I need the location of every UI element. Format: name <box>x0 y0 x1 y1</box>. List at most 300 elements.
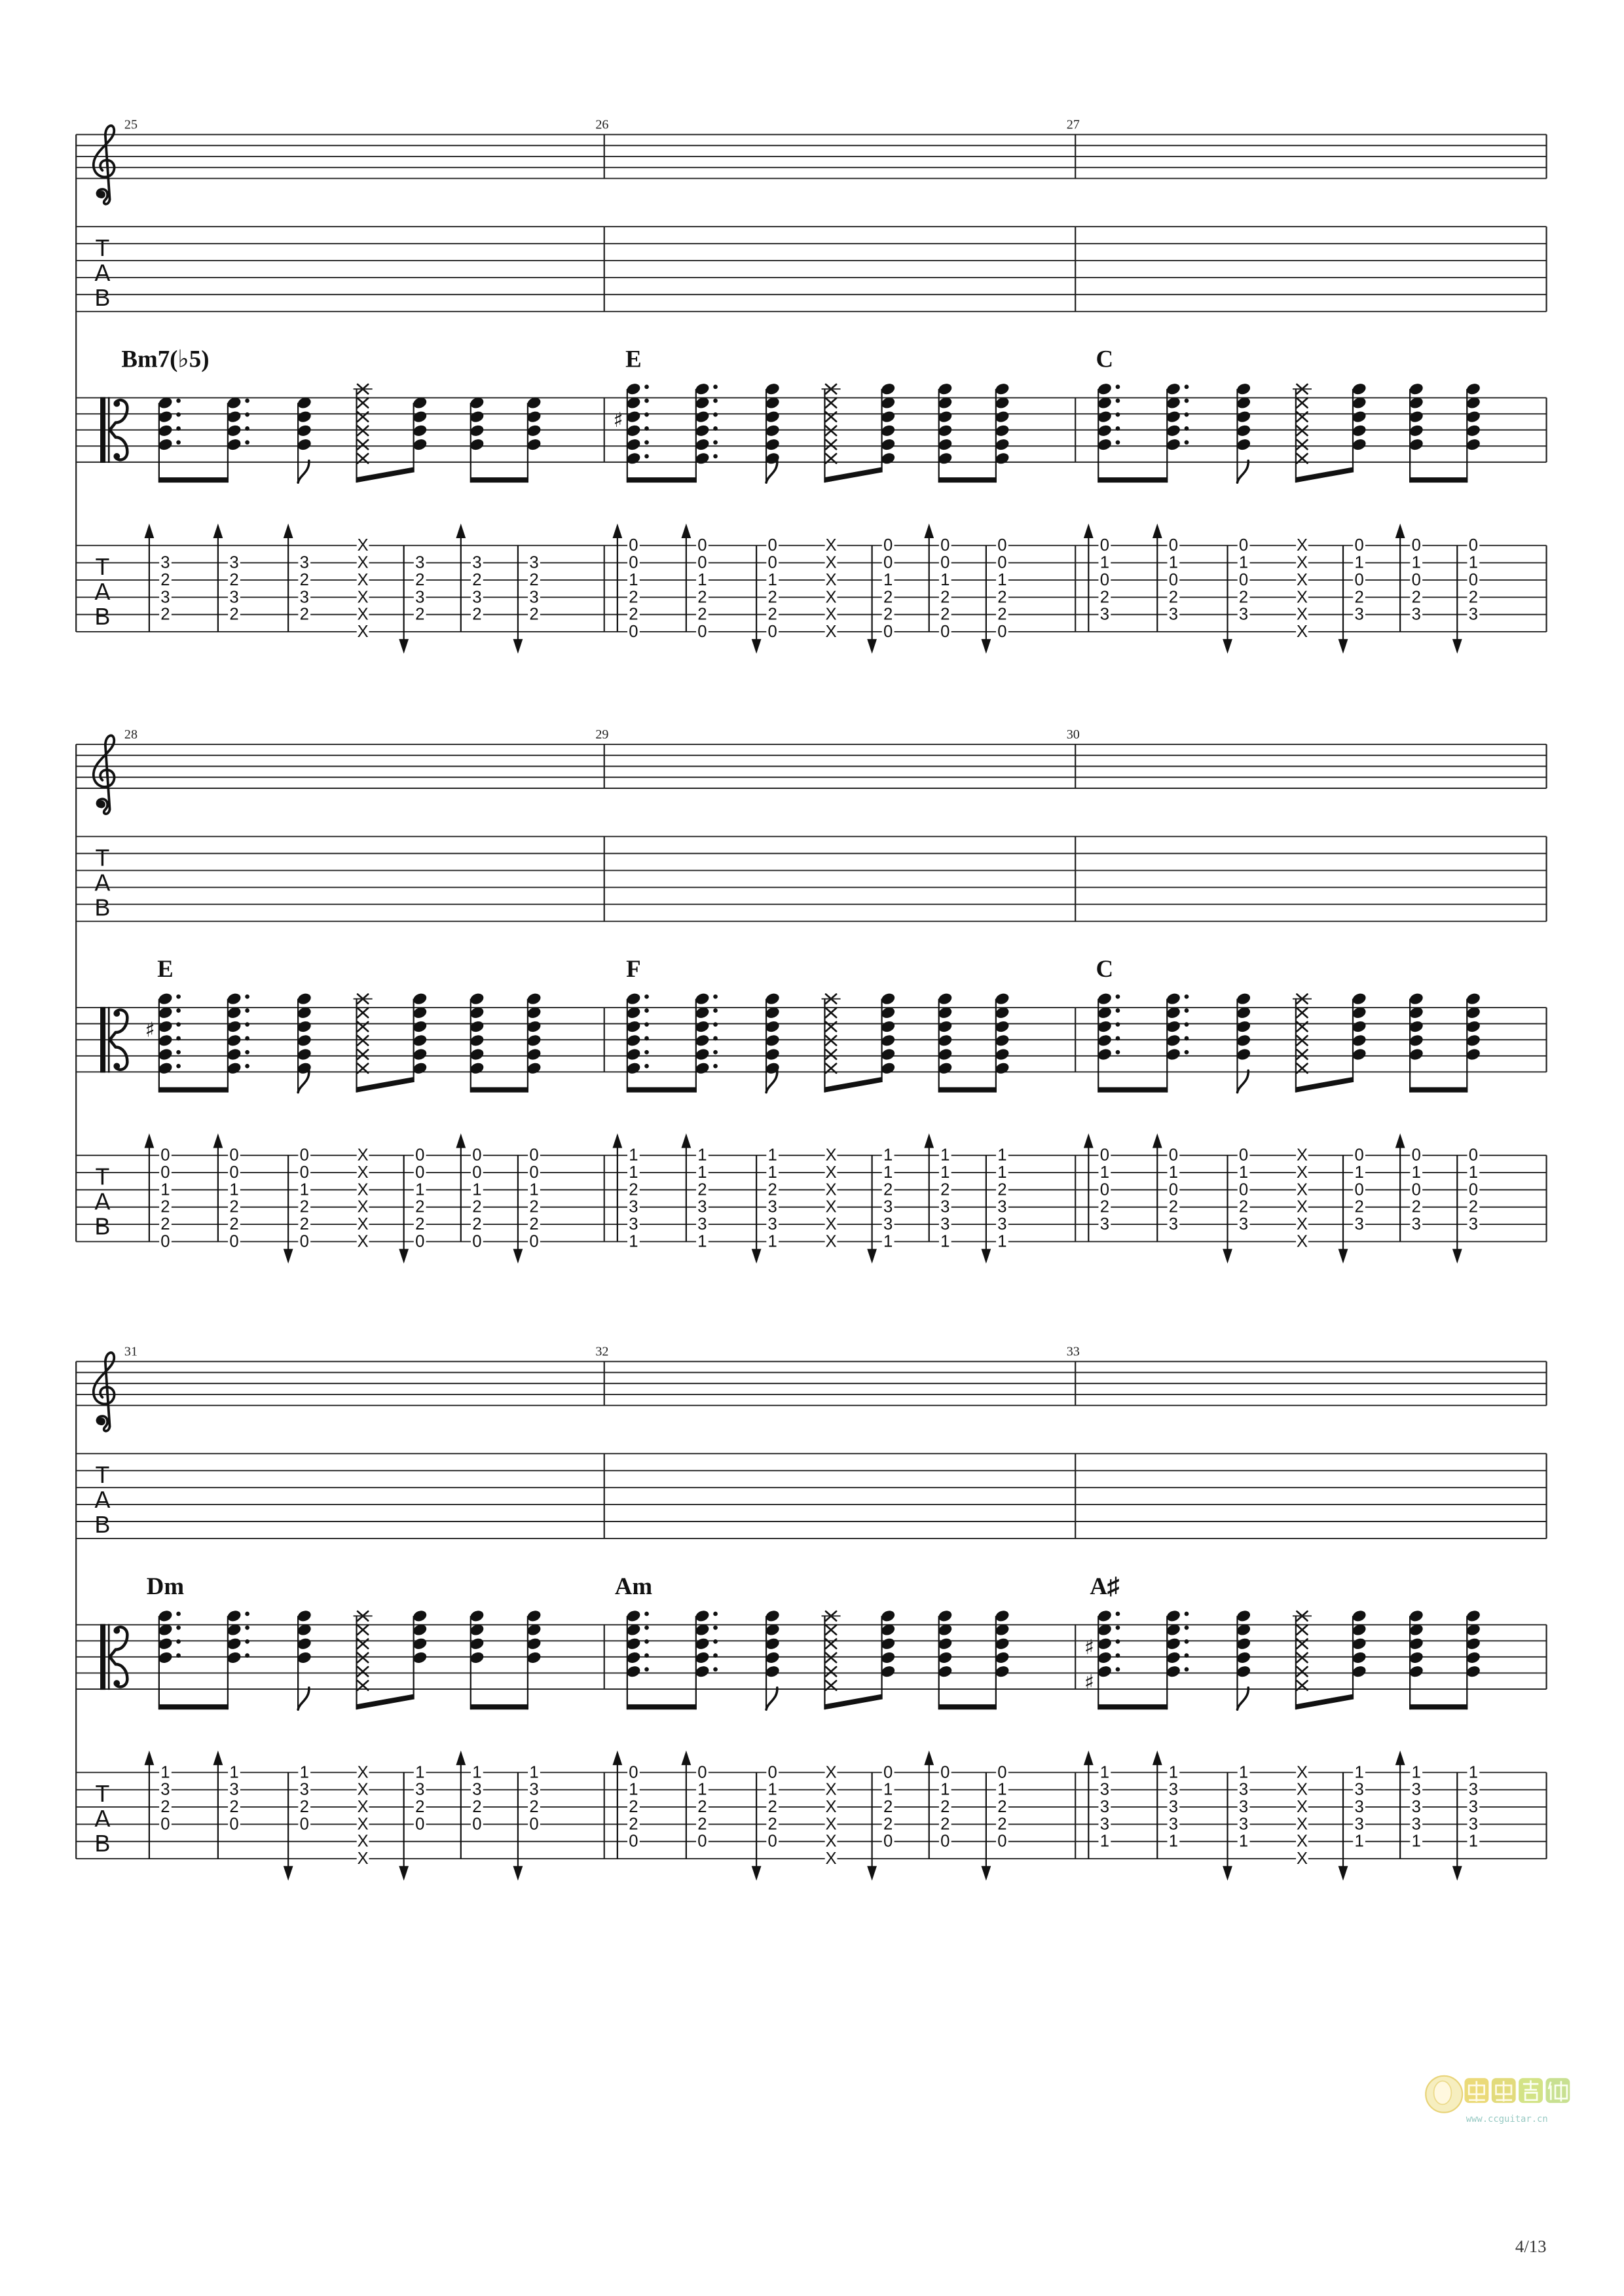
fret-number: 3 <box>1099 1798 1109 1817</box>
muted-string-mark: X <box>825 588 837 607</box>
fret-number: 0 <box>767 553 777 572</box>
fret-number: 3 <box>229 553 239 572</box>
muted-string-mark: X <box>825 553 837 572</box>
beam <box>1098 477 1167 483</box>
augmentation-dot <box>713 440 718 445</box>
muted-string-mark: X <box>825 1832 837 1851</box>
fret-number: 2 <box>529 570 539 589</box>
fret-number: 3 <box>940 1197 950 1216</box>
augmentation-dot <box>644 994 649 999</box>
fret-number: 2 <box>229 1197 239 1216</box>
fret-number: 1 <box>883 1163 893 1182</box>
fret-number: 2 <box>229 1215 239 1234</box>
chord-name: E <box>625 345 642 373</box>
tab-label-letter: B <box>94 603 111 630</box>
augmentation-dot <box>713 1008 718 1013</box>
fret-number: 3 <box>940 1215 950 1234</box>
fret-number: 1 <box>767 1146 777 1165</box>
tab-column <box>766 1763 779 1850</box>
fret-number: 2 <box>940 605 950 624</box>
fret-number: 3 <box>160 553 170 572</box>
tab-column <box>1238 536 1250 623</box>
fret-number: 1 <box>1238 1832 1249 1851</box>
sharp-sign: ♯ <box>1084 1670 1094 1694</box>
fret-number: 0 <box>229 1146 239 1165</box>
augmentation-dot <box>245 412 249 417</box>
tab-column <box>228 554 240 624</box>
fret-number: 1 <box>1354 1163 1364 1182</box>
augmentation-dot <box>1185 1667 1189 1671</box>
beam <box>1410 1704 1467 1709</box>
fret-number: 0 <box>1099 536 1109 555</box>
augmentation-dot <box>1185 1626 1189 1630</box>
fret-number: 2 <box>472 1197 482 1216</box>
fret-number: 2 <box>629 605 638 624</box>
fret-number: 1 <box>1354 1763 1364 1782</box>
fret-number: 0 <box>629 536 638 555</box>
treble-clef-dot <box>98 191 105 198</box>
fret-number: 3 <box>529 588 539 607</box>
tab-column <box>159 1763 172 1833</box>
fret-number: 3 <box>529 553 539 572</box>
fret-number: 1 <box>629 1232 638 1251</box>
fret-number: 3 <box>629 1197 638 1216</box>
augmentation-dot <box>644 454 649 459</box>
fret-number: 0 <box>629 553 638 572</box>
augmentation-dot <box>644 1050 649 1055</box>
fret-number: 2 <box>415 1215 425 1234</box>
fret-number: 0 <box>767 1832 777 1851</box>
muted-string-mark: X <box>1296 1146 1308 1165</box>
beam <box>939 1704 996 1709</box>
tab-column <box>1467 1763 1479 1850</box>
fret-number: 0 <box>1168 1180 1179 1199</box>
tab-label-letter: B <box>94 1830 111 1857</box>
tab-column <box>1467 1146 1479 1233</box>
fret-number: 0 <box>883 622 893 641</box>
fret-number: 0 <box>997 622 1007 641</box>
muted-string-mark: X <box>357 1780 369 1799</box>
fret-number: 1 <box>1354 1832 1364 1851</box>
fret-number: 3 <box>1238 1780 1249 1799</box>
logo-pick-icon <box>1434 2081 1452 2105</box>
fret-number: 2 <box>697 1798 707 1817</box>
fret-number: 3 <box>1354 1798 1364 1817</box>
fret-number: 2 <box>697 1815 707 1834</box>
tab-label-letter: T <box>95 553 110 580</box>
muted-string-mark: X <box>357 1180 369 1199</box>
tab-label-letter: A <box>94 869 111 896</box>
fret-number: 3 <box>299 553 309 572</box>
fret-number: 0 <box>1468 570 1479 589</box>
fret-number: 0 <box>940 1832 950 1851</box>
fret-number: 0 <box>883 1832 893 1851</box>
fret-number: 2 <box>997 1815 1007 1834</box>
fret-number: 2 <box>529 1215 539 1234</box>
beam <box>471 477 528 483</box>
fret-number: 2 <box>299 605 309 624</box>
fret-number: 2 <box>415 1197 425 1216</box>
tab-column <box>357 1763 369 1868</box>
augmentation-dot <box>176 426 181 431</box>
augmentation-dot <box>176 1008 181 1013</box>
fret-number: 1 <box>940 570 950 589</box>
tab-column <box>1098 1763 1111 1850</box>
augmentation-dot <box>713 1626 718 1630</box>
fret-number: 2 <box>160 1197 170 1216</box>
fret-number: 1 <box>697 570 707 589</box>
fret-number: 3 <box>1468 1215 1479 1234</box>
fret-number: 0 <box>229 1163 239 1182</box>
fret-number: 0 <box>1468 536 1479 555</box>
tab-column <box>357 536 369 641</box>
chord-name: C <box>1096 345 1114 373</box>
fret-number: 2 <box>160 1215 170 1234</box>
augmentation-dot <box>1185 426 1189 431</box>
fret-number: 1 <box>767 570 777 589</box>
muted-string-mark: X <box>1296 1763 1308 1782</box>
augmentation-dot <box>644 412 649 417</box>
fret-number: 3 <box>472 588 482 607</box>
tab-column <box>1238 1763 1250 1850</box>
fret-number: 2 <box>472 570 482 589</box>
treble-clef-dot <box>98 801 105 809</box>
fret-number: 3 <box>160 588 170 607</box>
fret-number: 2 <box>1238 588 1249 607</box>
muted-string-mark: X <box>825 1815 837 1834</box>
fret-number: 1 <box>1468 1832 1479 1851</box>
fret-number: 0 <box>767 1763 777 1782</box>
muted-string-mark: X <box>825 1180 837 1199</box>
augmentation-dot <box>1116 1050 1120 1055</box>
clef-dot <box>113 401 120 407</box>
muted-string-mark: X <box>1296 1832 1308 1851</box>
tab-column <box>471 1763 483 1833</box>
augmentation-dot <box>245 1612 249 1616</box>
fret-number: 3 <box>1468 1798 1479 1817</box>
fret-number: 2 <box>529 605 539 624</box>
muted-string-mark: X <box>357 1197 369 1216</box>
fret-number: 1 <box>767 1232 777 1251</box>
fret-number: 3 <box>1238 605 1249 624</box>
tab-column <box>528 554 540 624</box>
tab-label-letter: B <box>94 1213 111 1240</box>
muted-string-mark: X <box>825 1215 837 1234</box>
fret-number: 3 <box>299 588 309 607</box>
augmentation-dot <box>644 1667 649 1671</box>
fret-number: 3 <box>1468 1815 1479 1834</box>
fret-number: 2 <box>1238 1197 1249 1216</box>
tab-column <box>228 1763 240 1833</box>
fret-number: 3 <box>629 1215 638 1234</box>
fret-number: 2 <box>1468 588 1479 607</box>
fret-number: 0 <box>1354 1180 1364 1199</box>
fret-number: 2 <box>767 588 777 607</box>
augmentation-dot <box>713 454 718 459</box>
tab-label-letter: A <box>94 578 111 605</box>
fret-number: 1 <box>883 570 893 589</box>
fret-number: 2 <box>1099 1197 1109 1216</box>
muted-string-mark: X <box>825 605 837 624</box>
muted-string-mark: X <box>1296 1215 1308 1234</box>
muted-string-mark: X <box>825 622 837 641</box>
fret-number: 3 <box>1238 1815 1249 1834</box>
tab-column <box>159 554 172 624</box>
augmentation-dot <box>1185 1022 1189 1027</box>
fret-number: 2 <box>629 1180 638 1199</box>
fret-number: 1 <box>415 1763 425 1782</box>
fret-number: 3 <box>1354 1780 1364 1799</box>
fret-number: 3 <box>1168 1798 1179 1817</box>
tab-column <box>228 1146 240 1251</box>
tab-column <box>1353 1763 1365 1850</box>
augmentation-dot <box>713 994 718 999</box>
clef-dot <box>113 1628 120 1634</box>
fret-number: 0 <box>1099 1180 1109 1199</box>
tab-column <box>627 1763 640 1850</box>
tab-column <box>766 536 779 641</box>
augmentation-dot <box>1116 994 1120 999</box>
fret-number: 0 <box>229 1232 239 1251</box>
fret-number: 0 <box>697 536 707 555</box>
fret-number: 3 <box>299 1780 309 1799</box>
measure-number: 28 <box>124 727 138 742</box>
augmentation-dot <box>1185 1050 1189 1055</box>
fret-number: 1 <box>1099 1832 1109 1851</box>
fret-number: 0 <box>629 622 638 641</box>
augmentation-dot <box>176 1050 181 1055</box>
fret-number: 2 <box>940 1180 950 1199</box>
muted-string-mark: X <box>825 1146 837 1165</box>
fret-number: 0 <box>1238 536 1249 555</box>
fret-number: 1 <box>940 1780 950 1799</box>
chord-name: F <box>626 955 641 983</box>
augmentation-dot <box>176 1639 181 1644</box>
fret-number: 2 <box>160 605 170 624</box>
fret-number: 0 <box>1238 570 1249 589</box>
muted-string-mark: X <box>357 536 369 555</box>
augmentation-dot <box>1116 1036 1120 1041</box>
fret-number: 1 <box>1411 1163 1421 1182</box>
fret-number: 2 <box>415 1798 425 1817</box>
fret-number: 0 <box>1168 536 1179 555</box>
tab-column <box>1098 536 1111 623</box>
measure-number: 29 <box>595 727 609 742</box>
muted-string-mark: X <box>1296 536 1308 555</box>
tab-column <box>1238 1146 1250 1233</box>
augmentation-dot <box>644 384 649 389</box>
tab-column <box>1467 536 1479 623</box>
augmentation-dot <box>713 1064 718 1068</box>
augmentation-dot <box>1116 1612 1120 1616</box>
tab-label-letter: T <box>95 1163 110 1190</box>
fret-number: 2 <box>160 1798 170 1817</box>
fret-number: 0 <box>997 536 1007 555</box>
muted-string-mark: X <box>357 1215 369 1234</box>
muted-string-mark: X <box>825 1780 837 1799</box>
tab-column <box>939 1146 951 1251</box>
beam <box>1098 1704 1167 1709</box>
fret-number: 0 <box>529 1163 539 1182</box>
treble-clef-dot <box>98 1417 105 1425</box>
fret-number: 3 <box>1354 605 1364 624</box>
augmentation-dot <box>1185 994 1189 999</box>
muted-string-mark: X <box>357 1798 369 1817</box>
tab-column <box>471 554 483 624</box>
clef-thick-bar <box>100 1007 105 1073</box>
fret-number: 1 <box>997 1146 1007 1165</box>
fret-number: 1 <box>1099 1763 1109 1782</box>
augmentation-dot <box>713 384 718 389</box>
tab-label-letter: T <box>95 234 110 261</box>
fret-number: 2 <box>472 1215 482 1234</box>
fret-number: 1 <box>415 1180 425 1199</box>
chord-name: C <box>1096 955 1114 983</box>
fret-number: 1 <box>629 570 638 589</box>
fret-number: 2 <box>472 1798 482 1817</box>
fret-number: 3 <box>1354 1815 1364 1834</box>
fret-number: 3 <box>472 553 482 572</box>
fret-number: 3 <box>1099 1215 1109 1234</box>
fret-number: 1 <box>299 1763 309 1782</box>
muted-string-mark: X <box>825 1798 837 1817</box>
augmentation-dot <box>245 1653 249 1658</box>
fret-number: 3 <box>1411 1798 1421 1817</box>
tab-label-letter: B <box>94 894 111 921</box>
augmentation-dot <box>245 1008 249 1013</box>
fret-number: 0 <box>472 1815 482 1834</box>
fret-number: 3 <box>229 588 239 607</box>
muted-string-mark: X <box>357 1146 369 1165</box>
augmentation-dot <box>1116 1667 1120 1671</box>
measure-number: 33 <box>1066 1344 1080 1359</box>
fret-number: 3 <box>1099 1780 1109 1799</box>
augmentation-dot <box>176 1626 181 1630</box>
fret-number: 2 <box>1354 588 1364 607</box>
fret-number: 0 <box>472 1232 482 1251</box>
beam <box>159 1704 228 1709</box>
muted-string-mark: X <box>357 1832 369 1851</box>
fret-number: 0 <box>940 622 950 641</box>
fret-number: 0 <box>160 1146 170 1165</box>
muted-string-mark: X <box>825 1763 837 1782</box>
fret-number: 0 <box>415 1163 425 1182</box>
fret-number: 0 <box>1238 1146 1249 1165</box>
augmentation-dot <box>644 426 649 431</box>
fret-number: 0 <box>472 1146 482 1165</box>
tab-label-letter: B <box>94 284 111 311</box>
fret-number: 0 <box>697 553 707 572</box>
muted-string-mark: X <box>357 1163 369 1182</box>
augmentation-dot <box>176 994 181 999</box>
fret-number: 0 <box>697 1832 707 1851</box>
augmentation-dot <box>245 399 249 403</box>
chord-name: Dm <box>146 1572 185 1599</box>
beam <box>1410 1087 1467 1093</box>
augmentation-dot <box>644 1626 649 1630</box>
fret-number: 0 <box>629 1763 638 1782</box>
tab-column <box>1410 536 1422 623</box>
fret-number: 1 <box>472 1180 482 1199</box>
muted-string-mark: X <box>825 1163 837 1182</box>
augmentation-dot <box>1116 1653 1120 1658</box>
muted-string-mark: X <box>357 588 369 607</box>
muted-string-mark: X <box>357 1232 369 1251</box>
fret-number: 2 <box>1168 1197 1179 1216</box>
fret-number: 2 <box>697 605 707 624</box>
fret-number: 1 <box>697 1780 707 1799</box>
muted-string-mark: X <box>1296 1850 1308 1868</box>
augmentation-dot <box>713 1050 718 1055</box>
fret-number: 1 <box>1468 553 1479 572</box>
fret-number: 3 <box>1168 1780 1179 1799</box>
augmentation-dot <box>644 440 649 445</box>
chord-name: E <box>157 955 174 983</box>
fret-number: 0 <box>1354 536 1364 555</box>
fret-number: 3 <box>415 553 425 572</box>
measure-number: 25 <box>124 117 138 132</box>
fret-number: 0 <box>529 1146 539 1165</box>
fret-number: 1 <box>1354 553 1364 572</box>
muted-string-mark: X <box>1296 1798 1308 1817</box>
augmentation-dot <box>245 1064 249 1068</box>
fret-number: 2 <box>160 570 170 589</box>
tab-column <box>825 1763 838 1868</box>
fret-number: 2 <box>883 1798 893 1817</box>
muted-string-mark: X <box>357 622 369 641</box>
fret-number: 1 <box>529 1763 539 1782</box>
augmentation-dot <box>1185 1008 1189 1013</box>
fret-number: 0 <box>940 553 950 572</box>
augmentation-dot <box>176 412 181 417</box>
augmentation-dot <box>1185 1036 1189 1041</box>
tab-column <box>696 1763 709 1850</box>
fret-number: 1 <box>160 1180 170 1199</box>
augmentation-dot <box>176 399 181 403</box>
fret-number: 1 <box>1168 1163 1179 1182</box>
fret-number: 2 <box>1099 588 1109 607</box>
fret-number: 2 <box>883 588 893 607</box>
fret-number: 3 <box>415 1780 425 1799</box>
augmentation-dot <box>713 1667 718 1671</box>
fret-number: 2 <box>1168 588 1179 607</box>
augmentation-dot <box>1185 384 1189 389</box>
muted-string-mark: X <box>825 570 837 589</box>
fret-number: 2 <box>883 1815 893 1834</box>
fret-number: 3 <box>697 1215 707 1234</box>
fret-number: 2 <box>229 605 239 624</box>
augmentation-dot <box>644 1639 649 1644</box>
fret-number: 0 <box>299 1163 309 1182</box>
fret-number: 0 <box>1468 1180 1479 1199</box>
fret-number: 1 <box>1468 1763 1479 1782</box>
fret-number: 1 <box>697 1146 707 1165</box>
fret-number: 0 <box>883 553 893 572</box>
muted-string-mark: X <box>357 1850 369 1868</box>
fret-number: 3 <box>697 1197 707 1216</box>
page-number: 4/13 <box>1515 2236 1547 2256</box>
augmentation-dot <box>713 412 718 417</box>
muted-string-mark: X <box>1296 1163 1308 1182</box>
tab-column <box>414 1763 426 1833</box>
tab-column <box>939 536 951 641</box>
muted-string-mark: X <box>357 605 369 624</box>
augmentation-dot <box>1116 384 1120 389</box>
fret-number: 1 <box>629 1146 638 1165</box>
tab-column <box>357 1146 369 1251</box>
fret-number: 0 <box>1168 1146 1179 1165</box>
measure-number: 31 <box>124 1344 138 1359</box>
